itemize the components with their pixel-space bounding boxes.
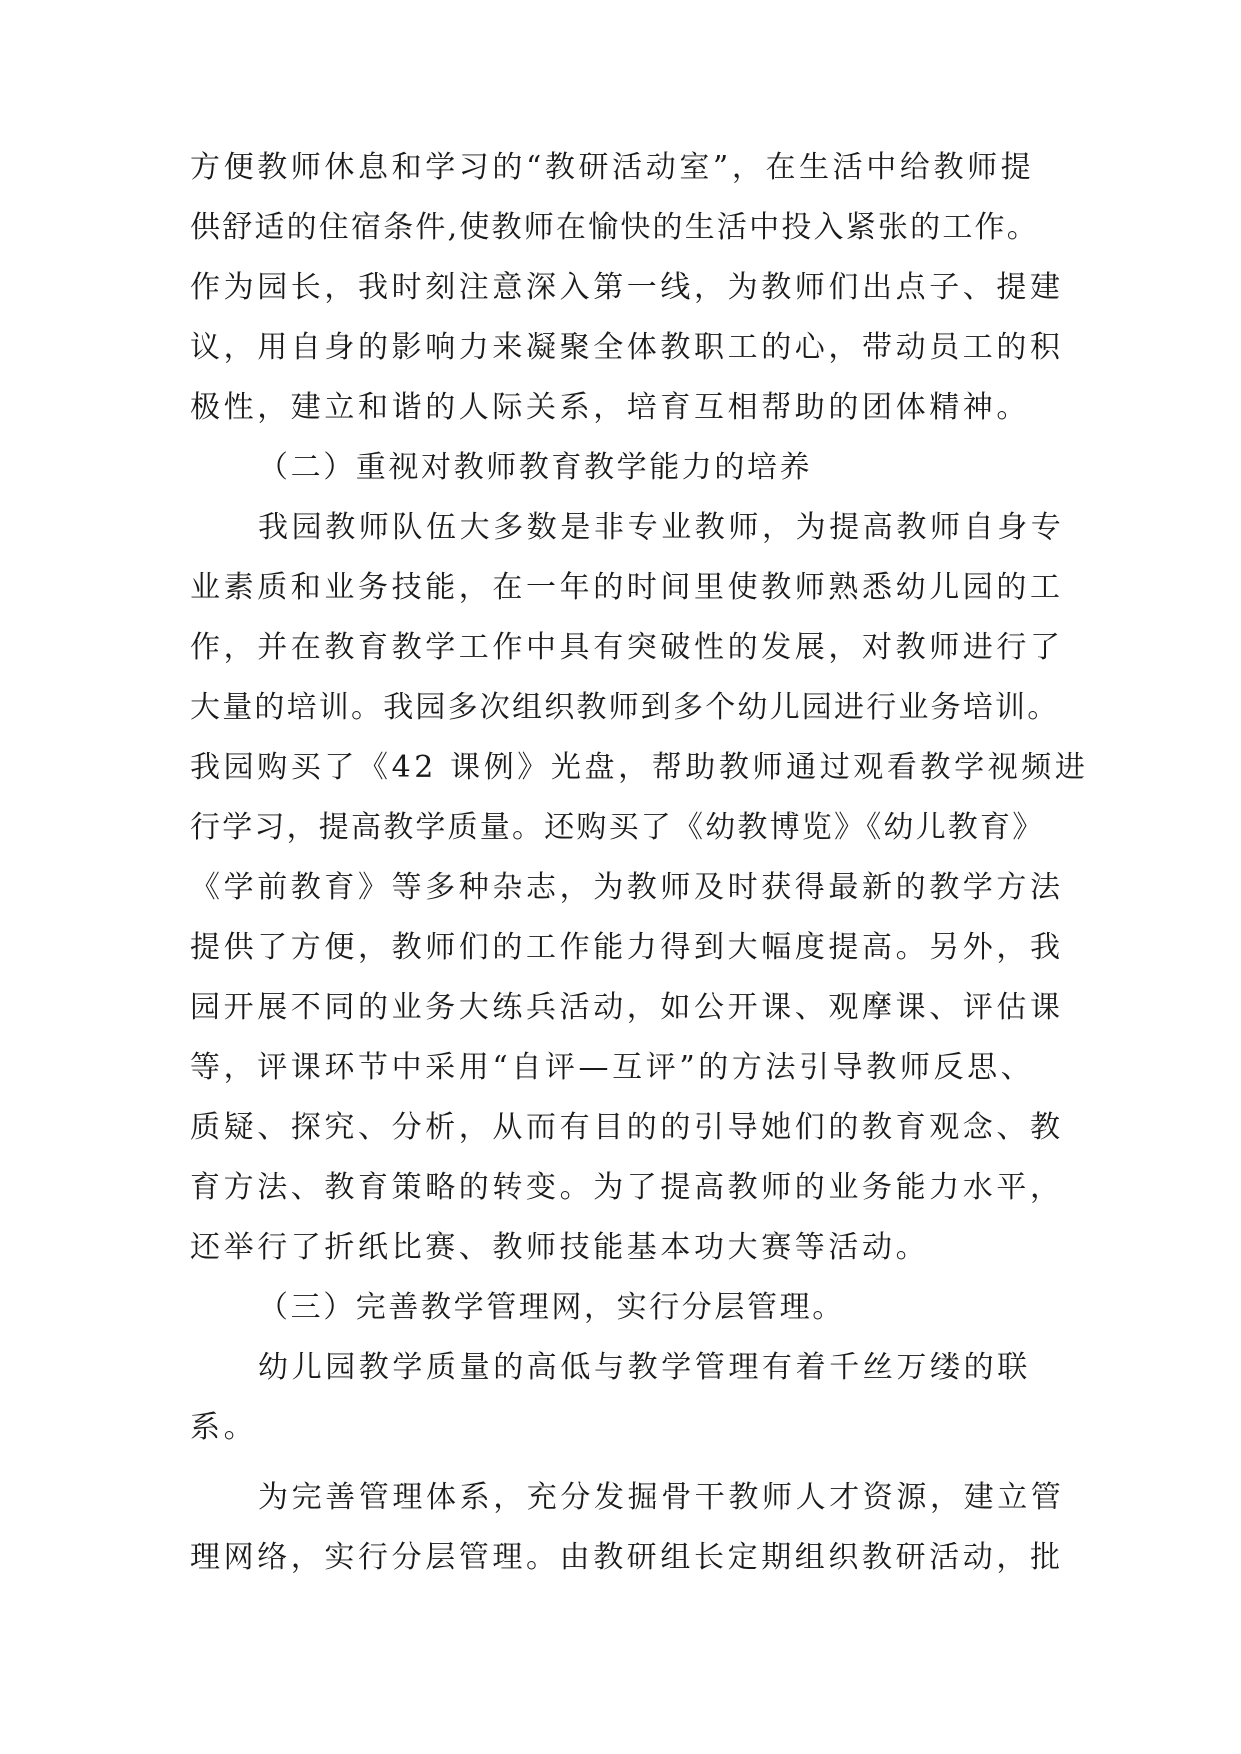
text-line: 我园购买了《42 课例》光盘，帮助教师通过观看教学视频进 — [190, 750, 1089, 785]
text-line: 为完善管理体系，充分发掘骨干教师人才资源，建立管 — [258, 1480, 1065, 1515]
text-line: 园开展不同的业务大练兵活动，如公开课、观摩课、评估课 — [190, 990, 1064, 1025]
text-line: 还举行了折纸比赛、教师技能基本功大赛等活动。 — [190, 1230, 930, 1265]
text-line: 大量的培训。我园多次组织教师到多个幼儿园进行业务培训。 — [190, 690, 1060, 725]
section-heading: （二）重视对教师教育教学能力的培养 — [258, 450, 813, 485]
text-line: 议，用自身的影响力来凝聚全体教职工的心，带动员工的积 — [190, 330, 1064, 365]
text-line: 作为园长，我时刻注意深入第一线，为教师们出点子、提建 — [190, 270, 1064, 305]
text-line: 育方法、教育策略的转变。为了提高教师的业务能力水平， — [190, 1170, 1064, 1205]
text-line: 我园教师队伍大多数是非专业教师，为提高教师自身专 — [258, 510, 1065, 545]
text-line: 提供了方便，教师们的工作能力得到大幅度提高。另外，我 — [190, 930, 1064, 965]
text-line: 《学前教育》等多种杂志，为教师及时获得最新的教学方法 — [190, 870, 1064, 905]
text-line: 行学习，提高教学质量。还购买了《幼教博览》《幼儿教育》 — [190, 810, 1045, 845]
section-heading: （三）完善教学管理网，实行分层管理。 — [258, 1290, 845, 1325]
text-line: 质疑、探究、分析，从而有目的的引导她们的教育观念、教 — [190, 1110, 1064, 1145]
text-line: 业素质和业务技能，在一年的时间里使教师熟悉幼儿园的工 — [190, 570, 1064, 605]
text-line: 理网络，实行分层管理。由教研组长定期组织教研活动，批 — [190, 1540, 1064, 1575]
text-line: 幼儿园教学质量的高低与教学管理有着千丝万缕的联 — [258, 1350, 1031, 1385]
text-line: 方便教师休息和学习的“教研活动室”，在生活中给教师提 — [190, 150, 1035, 185]
text-line: 系。 — [190, 1410, 258, 1445]
text-line: 等，评课环节中采用“自评—互评”的方法引导教师反思、 — [190, 1050, 1035, 1085]
text-line: 作，并在教育教学工作中具有突破性的发展，对教师进行了 — [190, 630, 1064, 665]
text-line: 供舒适的住宿条件,使教师在愉快的生活中投入紧张的工作。 — [190, 210, 1039, 245]
text-line: 极性，建立和谐的人际关系，培育互相帮助的团体精神。 — [190, 390, 1030, 425]
